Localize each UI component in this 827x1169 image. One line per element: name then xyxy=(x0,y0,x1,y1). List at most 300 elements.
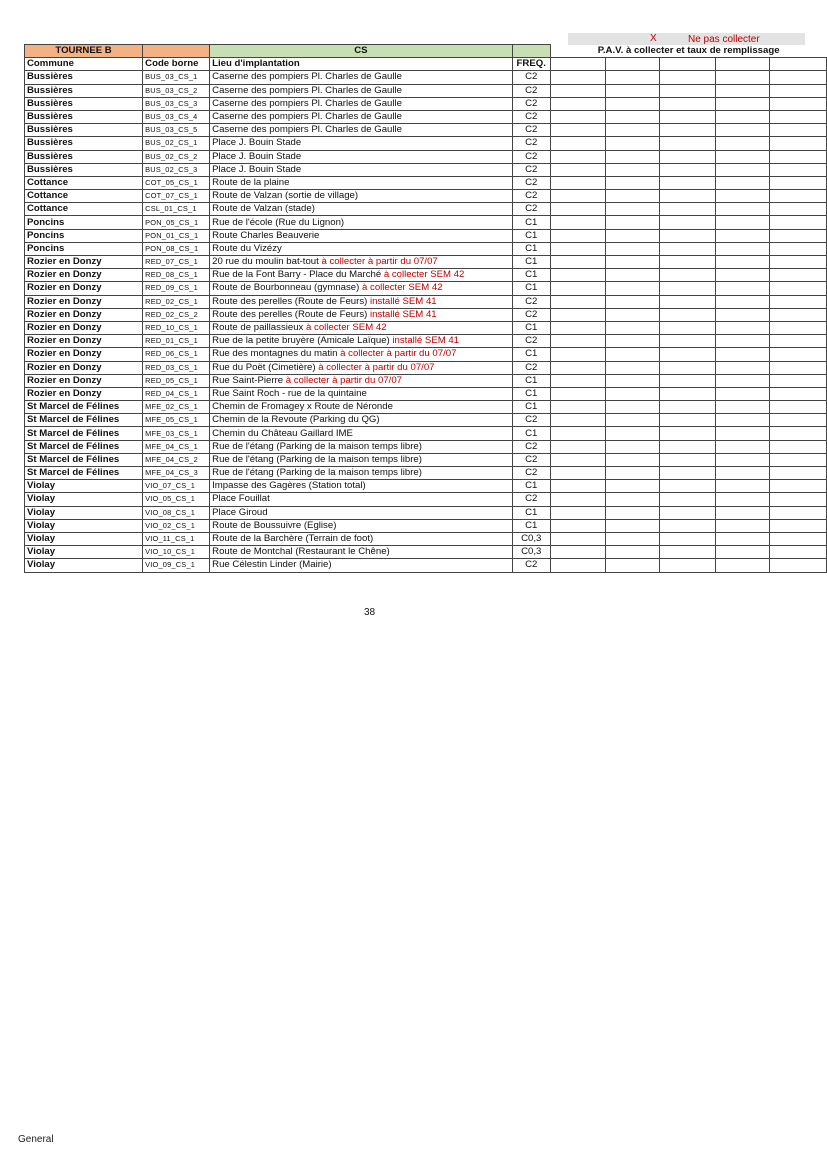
lieu-text: Caserne des pompiers Pl. Charles de Gaulle xyxy=(212,111,402,123)
commune-cell: Bussières xyxy=(25,163,143,176)
lieu-cell xyxy=(210,163,513,176)
lieu-cell xyxy=(210,282,513,295)
pav-cell xyxy=(660,532,716,545)
code-cell: MFE_04_CS_2 xyxy=(143,453,210,466)
freq-cell: C1 xyxy=(512,282,550,295)
pav-cell xyxy=(770,110,827,123)
table-row xyxy=(25,110,827,123)
pav-cell xyxy=(550,361,605,374)
lieu-text: Caserne des pompiers Pl. Charles de Gaulle xyxy=(212,124,402,136)
pav-cell xyxy=(660,414,716,427)
table-row xyxy=(25,440,827,453)
commune-cell: Bussières xyxy=(25,137,143,150)
table-row xyxy=(25,361,827,374)
code-cell: BUS_02_CS_3 xyxy=(143,163,210,176)
code-cell: RED_04_CS_1 xyxy=(143,387,210,400)
code-cell: PON_05_CS_1 xyxy=(143,216,210,229)
pav-cell xyxy=(605,110,660,123)
lieu-text: Place J. Bouin Stade xyxy=(212,150,302,162)
table-row xyxy=(25,97,827,110)
pav-cell xyxy=(716,493,770,506)
pav-cell xyxy=(550,321,605,334)
lieu-cell xyxy=(210,453,513,466)
code-cell: VIO_02_CS_1 xyxy=(143,519,210,532)
pav-cell xyxy=(550,453,605,466)
pav-cell xyxy=(550,97,605,110)
lieu-text: Route de Boussuivre (Eglise) xyxy=(212,519,337,531)
pav-cell xyxy=(770,203,827,216)
table-row xyxy=(25,216,827,229)
pav-cell xyxy=(605,137,660,150)
status-note: à collecter à partir du 07/07 xyxy=(340,348,457,360)
pav-header: P.A.V. à collecter et taux de remplissage xyxy=(550,45,826,58)
pav-cell xyxy=(770,467,827,480)
lieu-text: Rue de la Font Barry - Place du Marché xyxy=(212,269,384,281)
table-row xyxy=(25,480,827,493)
footer-label: General xyxy=(18,1134,54,1145)
commune-cell: Rozier en Donzy xyxy=(25,256,143,269)
pav-cell xyxy=(716,163,770,176)
commune-cell: Bussières xyxy=(25,84,143,97)
lieu-cell xyxy=(210,559,513,572)
code-cell: MFE_02_CS_1 xyxy=(143,401,210,414)
pav-cell xyxy=(716,203,770,216)
freq-cell: C2 xyxy=(512,295,550,308)
pav-cell xyxy=(716,176,770,189)
lieu-text: Route de Montchal (Restaurant le Chêne) xyxy=(212,546,390,558)
code-cell: RED_02_CS_2 xyxy=(143,308,210,321)
lieu-text: Place J. Bouin Stade xyxy=(212,163,302,175)
code-cell: RED_01_CS_1 xyxy=(143,335,210,348)
lieu-cell xyxy=(210,84,513,97)
code-cell: BUS_03_CS_4 xyxy=(143,110,210,123)
pav-cell xyxy=(660,110,716,123)
table-row xyxy=(25,190,827,203)
pav-cell xyxy=(770,427,827,440)
commune-cell: Rozier en Donzy xyxy=(25,387,143,400)
pav-cell xyxy=(716,440,770,453)
pav-cell xyxy=(716,532,770,545)
code-cell: MFE_03_CS_1 xyxy=(143,427,210,440)
pav-cell xyxy=(605,163,660,176)
pav-cell xyxy=(660,163,716,176)
pav-cell xyxy=(660,453,716,466)
pav-cell xyxy=(550,480,605,493)
lieu-text: Route de paillassieux xyxy=(212,322,307,334)
table-row xyxy=(25,546,827,559)
pav-cell xyxy=(716,229,770,242)
table-row xyxy=(25,308,827,321)
freq-cell: C1 xyxy=(512,229,550,242)
pav-cell xyxy=(770,532,827,545)
commune-cell: Cottance xyxy=(25,176,143,189)
freq-cell: C2 xyxy=(512,493,550,506)
pav-cell xyxy=(770,190,827,203)
pav-cell xyxy=(605,546,660,559)
freq-cell: C1 xyxy=(512,269,550,282)
pav-cell xyxy=(770,321,827,334)
freq-cell: C1 xyxy=(512,506,550,519)
pav-cell xyxy=(770,387,827,400)
pav-cell xyxy=(660,374,716,387)
pav-cell xyxy=(660,203,716,216)
collection-table xyxy=(24,44,827,573)
commune-cell: Poncins xyxy=(25,216,143,229)
lieu-text: Impasse des Gagères (Station total) xyxy=(212,480,366,492)
lieu-text: Rue des montagnes du matin xyxy=(212,348,341,360)
pav-cell xyxy=(716,348,770,361)
lieu-text: Rue de l'étang (Parking de la maison temps libre) xyxy=(212,453,422,465)
freq-cell: C1 xyxy=(512,321,550,334)
lieu-text: Route des perelles (Route de Feurs) xyxy=(212,295,370,307)
lieu-cell xyxy=(210,137,513,150)
table-row xyxy=(25,295,827,308)
freq-cell: C2 xyxy=(512,163,550,176)
pav-cell xyxy=(716,559,770,572)
freq-cell: C2 xyxy=(512,414,550,427)
pav-cell xyxy=(605,282,660,295)
code-cell: RED_08_CS_1 xyxy=(143,269,210,282)
pav-cell xyxy=(550,546,605,559)
pav-cell xyxy=(770,124,827,137)
freq-cell: C1 xyxy=(512,427,550,440)
commune-cell: Bussières xyxy=(25,150,143,163)
freq-cell: C1 xyxy=(512,387,550,400)
lieu-text: Route de Valzan (sortie de village) xyxy=(212,190,359,202)
code-cell: BUS_03_CS_5 xyxy=(143,124,210,137)
status-note: à collecter SEM 42 xyxy=(383,269,465,281)
pav-cell xyxy=(550,374,605,387)
table-row xyxy=(25,374,827,387)
table-row xyxy=(25,559,827,572)
table-row xyxy=(25,150,827,163)
pav-cell xyxy=(550,203,605,216)
pav-cell xyxy=(770,97,827,110)
pav-cell xyxy=(605,440,660,453)
commune-cell: St Marcel de Félines xyxy=(25,467,143,480)
pav-cell xyxy=(660,361,716,374)
commune-cell: Violay xyxy=(25,532,143,545)
commune-cell: Rozier en Donzy xyxy=(25,335,143,348)
freq-cell: C2 xyxy=(512,124,550,137)
commune-cell: Rozier en Donzy xyxy=(25,308,143,321)
pav-cell xyxy=(770,546,827,559)
lieu-cell xyxy=(210,480,513,493)
code-cell: MFE_04_CS_3 xyxy=(143,467,210,480)
lieu-text: Place Fouillat xyxy=(212,493,270,505)
lieu-text: Rue Saint Roch - rue de la quintaine xyxy=(212,387,367,399)
lieu-cell xyxy=(210,295,513,308)
freq-cell: C1 xyxy=(512,216,550,229)
freq-cell: C2 xyxy=(512,137,550,150)
pav-cell xyxy=(605,348,660,361)
pav-cell xyxy=(605,124,660,137)
pav-cell xyxy=(605,321,660,334)
pav-cell xyxy=(660,348,716,361)
pav-cell xyxy=(550,150,605,163)
pav-cell xyxy=(660,242,716,255)
lieu-text: Caserne des pompiers Pl. Charles de Gaulle xyxy=(212,97,402,109)
pav-cell xyxy=(660,137,716,150)
pav-cell xyxy=(550,256,605,269)
pav-cell xyxy=(716,97,770,110)
pav-cell xyxy=(770,163,827,176)
pav-cell xyxy=(660,308,716,321)
pav-cell xyxy=(550,414,605,427)
table-row xyxy=(25,321,827,334)
pav-cell xyxy=(605,532,660,545)
pav-cell xyxy=(770,519,827,532)
lieu-text: Route du Vizézy xyxy=(212,242,282,254)
pav-cell xyxy=(770,559,827,572)
pav-cell xyxy=(605,256,660,269)
lieu-text: Place J. Bouin Stade xyxy=(212,137,302,149)
lieu-cell xyxy=(210,203,513,216)
lieu-text: Rue de la petite bruyère (Amicale Laïque) xyxy=(212,335,393,347)
pav-cell xyxy=(660,71,716,84)
pav-cell xyxy=(660,321,716,334)
pav-cell xyxy=(770,176,827,189)
lieu-cell xyxy=(210,335,513,348)
lieu-cell xyxy=(210,519,513,532)
commune-cell: Rozier en Donzy xyxy=(25,269,143,282)
header-row-2 xyxy=(25,58,827,71)
commune-cell: Bussières xyxy=(25,110,143,123)
status-note: à collecter à partir du 07/07 xyxy=(321,256,438,268)
pav-cell xyxy=(605,453,660,466)
pav-cell xyxy=(660,493,716,506)
pav-cell xyxy=(550,71,605,84)
lieu-text: Place Giroud xyxy=(212,506,268,518)
table-row xyxy=(25,348,827,361)
lieu-text: Rue du Poët (Cimetière) xyxy=(212,361,319,373)
table-row xyxy=(25,256,827,269)
pav-cell xyxy=(660,256,716,269)
code-cell: RED_03_CS_1 xyxy=(143,361,210,374)
pav-cell xyxy=(770,150,827,163)
table-row xyxy=(25,453,827,466)
table-row xyxy=(25,282,827,295)
table-row xyxy=(25,269,827,282)
commune-cell: Violay xyxy=(25,559,143,572)
commune-cell: St Marcel de Félines xyxy=(25,401,143,414)
lieu-cell xyxy=(210,308,513,321)
lieu-cell xyxy=(210,387,513,400)
pav-cell xyxy=(770,256,827,269)
pav-cell xyxy=(660,295,716,308)
freq-cell: C2 xyxy=(512,150,550,163)
lieu-text: 20 rue du moulin bat-tout xyxy=(212,256,322,268)
page-number: 38 xyxy=(364,607,376,618)
pav-cell xyxy=(660,216,716,229)
freq-cell: C2 xyxy=(512,440,550,453)
pav-cell xyxy=(770,84,827,97)
table-row xyxy=(25,335,827,348)
code-cell: COT_07_CS_1 xyxy=(143,190,210,203)
lieu-text: Caserne des pompiers Pl. Charles de Gaulle xyxy=(212,71,402,83)
lieu-cell xyxy=(210,361,513,374)
commune-cell: Bussières xyxy=(25,71,143,84)
lieu-cell xyxy=(210,532,513,545)
lieu-cell xyxy=(210,229,513,242)
legend-mark: X xyxy=(650,33,657,44)
code-cell: BUS_02_CS_1 xyxy=(143,137,210,150)
pav-cell xyxy=(660,282,716,295)
code-cell: RED_07_CS_1 xyxy=(143,256,210,269)
table-row xyxy=(25,137,827,150)
lieu-cell xyxy=(210,374,513,387)
pav-cell xyxy=(605,361,660,374)
commune-cell: Rozier en Donzy xyxy=(25,282,143,295)
commune-cell: St Marcel de Félines xyxy=(25,414,143,427)
pav-cell xyxy=(550,308,605,321)
code-cell: BUS_03_CS_1 xyxy=(143,71,210,84)
pav-cell xyxy=(605,335,660,348)
lieu-text: Rue Saint-Pierre xyxy=(212,374,286,386)
col-lieu: Lieu d'implantation xyxy=(210,58,513,71)
pav-cell xyxy=(550,559,605,572)
pav-cell xyxy=(716,84,770,97)
freq-cell: C1 xyxy=(512,374,550,387)
pav-cell xyxy=(550,506,605,519)
lieu-cell xyxy=(210,440,513,453)
pav-cell xyxy=(660,467,716,480)
code-cell: COT_05_CS_1 xyxy=(143,176,210,189)
table-row xyxy=(25,414,827,427)
code-cell: VIO_07_CS_1 xyxy=(143,480,210,493)
pav-cell xyxy=(605,467,660,480)
pav-cell xyxy=(660,559,716,572)
col-code: Code borne xyxy=(143,58,210,71)
header-row-1 xyxy=(25,45,827,58)
pav-cell xyxy=(660,190,716,203)
lieu-text: Route de la plaine xyxy=(212,176,290,188)
pav-cell xyxy=(550,137,605,150)
table-row xyxy=(25,519,827,532)
table-row xyxy=(25,203,827,216)
code-cell: RED_06_CS_1 xyxy=(143,348,210,361)
pav-cell xyxy=(716,295,770,308)
commune-cell: Rozier en Donzy xyxy=(25,374,143,387)
pav-cell xyxy=(550,335,605,348)
pav-cell xyxy=(550,387,605,400)
pav-cell xyxy=(770,374,827,387)
pav-cell xyxy=(605,519,660,532)
pav-cell xyxy=(770,216,827,229)
commune-cell: Cottance xyxy=(25,190,143,203)
lieu-cell xyxy=(210,467,513,480)
pav-cell xyxy=(716,453,770,466)
pav-cell xyxy=(716,242,770,255)
pav-cell xyxy=(716,414,770,427)
pav-cell xyxy=(716,519,770,532)
status-note: à collecter à partir du 07/07 xyxy=(285,374,402,386)
commune-cell: Poncins xyxy=(25,242,143,255)
pav-cell xyxy=(770,71,827,84)
lieu-text: Route Charles Beauverie xyxy=(212,229,320,241)
lieu-text: Route de Valzan (stade) xyxy=(212,203,315,215)
pav-cell xyxy=(660,335,716,348)
pav-cell xyxy=(716,269,770,282)
pav-cell xyxy=(605,150,660,163)
pav-cell xyxy=(716,216,770,229)
pav-cell xyxy=(605,480,660,493)
pav-cell xyxy=(550,124,605,137)
pav-cell xyxy=(550,190,605,203)
lieu-text: Rue de l'étang (Parking de la maison temps libre) xyxy=(212,440,422,452)
pav-cell xyxy=(605,493,660,506)
lieu-cell xyxy=(210,124,513,137)
code-cell: MFE_05_CS_1 xyxy=(143,414,210,427)
pav-cell xyxy=(605,242,660,255)
lieu-cell xyxy=(210,176,513,189)
legend-text: Ne pas collecter xyxy=(688,34,760,45)
commune-cell: Rozier en Donzy xyxy=(25,321,143,334)
pav-cell xyxy=(660,480,716,493)
code-cell: VIO_10_CS_1 xyxy=(143,546,210,559)
pav-cell xyxy=(770,308,827,321)
pav-cell xyxy=(716,110,770,123)
pav-cell xyxy=(605,97,660,110)
commune-cell: Rozier en Donzy xyxy=(25,295,143,308)
lieu-cell xyxy=(210,216,513,229)
code-cell: BUS_03_CS_2 xyxy=(143,84,210,97)
freq-cell: C1 xyxy=(512,519,550,532)
lieu-text: Rue de l'école (Rue du Lignon) xyxy=(212,216,345,228)
pav-cell xyxy=(716,282,770,295)
pav-cell xyxy=(660,269,716,282)
pav-cell xyxy=(660,401,716,414)
pav-cell xyxy=(550,110,605,123)
lieu-cell xyxy=(210,427,513,440)
pav-cell xyxy=(550,295,605,308)
table-row xyxy=(25,242,827,255)
lieu-cell xyxy=(210,71,513,84)
pav-cell xyxy=(605,401,660,414)
code-cell: RED_05_CS_1 xyxy=(143,374,210,387)
freq-cell: C1 xyxy=(512,256,550,269)
pav-cell xyxy=(770,348,827,361)
pav-cell xyxy=(770,242,827,255)
status-note: installé SEM 41 xyxy=(392,335,460,347)
freq-cell: C2 xyxy=(512,203,550,216)
table-row xyxy=(25,124,827,137)
pav-cell xyxy=(550,216,605,229)
freq-cell: C2 xyxy=(512,84,550,97)
commune-cell: Bussières xyxy=(25,124,143,137)
status-note: à collecter SEM 42 xyxy=(306,322,387,334)
table-row xyxy=(25,71,827,84)
code-cell: RED_10_CS_1 xyxy=(143,321,210,334)
status-note: à collecter SEM 42 xyxy=(362,282,443,294)
commune-cell: Bussières xyxy=(25,97,143,110)
pav-cell xyxy=(660,124,716,137)
pav-cell xyxy=(770,440,827,453)
lieu-text: Route de Bourbonneau (gymnase) xyxy=(212,282,363,294)
freq-cell: C2 xyxy=(512,190,550,203)
freq-cell: C2 xyxy=(512,453,550,466)
lieu-cell xyxy=(210,493,513,506)
freq-cell: C1 xyxy=(512,242,550,255)
pav-cell xyxy=(605,216,660,229)
code-cell: VIO_09_CS_1 xyxy=(143,559,210,572)
pav-cell xyxy=(605,559,660,572)
lieu-text: Chemin du Château Gaillard IME xyxy=(212,427,353,439)
pav-cell xyxy=(550,440,605,453)
lieu-cell xyxy=(210,110,513,123)
pav-cell xyxy=(660,519,716,532)
pav-cell xyxy=(716,335,770,348)
